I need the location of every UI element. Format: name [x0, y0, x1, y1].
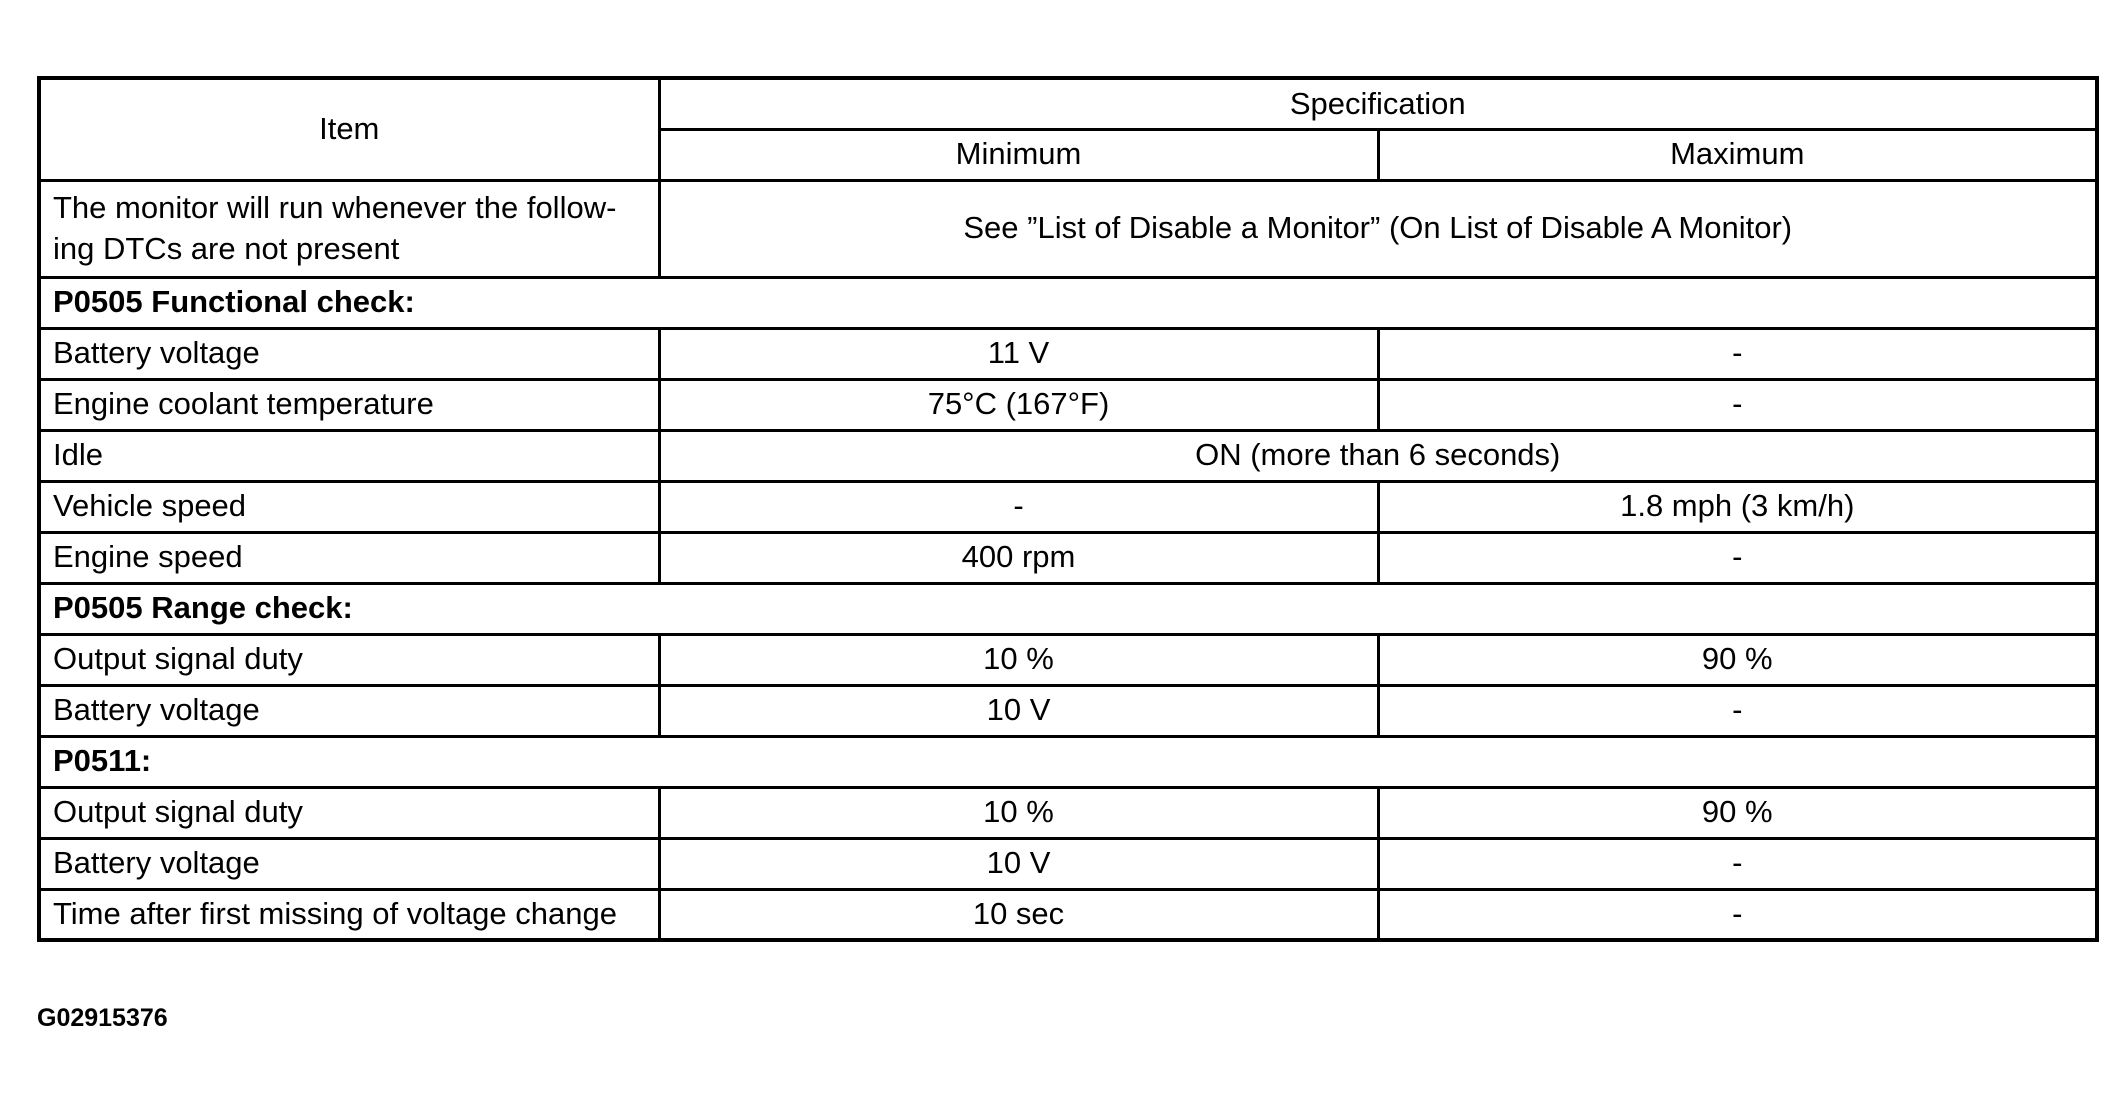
header-item: Item: [39, 78, 659, 180]
row-item: Time after first missing of voltage change: [39, 889, 659, 940]
row-max: -: [1378, 379, 2097, 430]
row-min: -: [659, 481, 1378, 532]
monitor-row: [39, 180, 2097, 277]
row-min: 400 rpm: [659, 532, 1378, 583]
row-span-value: ON (more than 6 seconds): [659, 430, 2097, 481]
row-item: Engine speed: [39, 532, 659, 583]
row-max: -: [1378, 328, 2097, 379]
figure-id: G02915376: [37, 1004, 168, 1032]
section-title: P0505 Range check:: [39, 583, 2097, 634]
specification-table: [37, 76, 2099, 942]
header-row-top: [39, 78, 2097, 129]
table-row: [39, 838, 2097, 889]
row-max: 90 %: [1378, 634, 2097, 685]
row-item: Output signal duty: [39, 787, 659, 838]
table-row: [39, 889, 2097, 940]
section-title: P0511:: [39, 736, 2097, 787]
row-item: Battery voltage: [39, 328, 659, 379]
row-min: 10 %: [659, 634, 1378, 685]
row-max: 90 %: [1378, 787, 2097, 838]
table-row: [39, 685, 2097, 736]
row-min: 75°C (167°F): [659, 379, 1378, 430]
header-maximum: Maximum: [1378, 129, 2097, 180]
section-header-p0511: [39, 736, 2097, 787]
monitor-item-line2: ing DTCs are not present: [53, 230, 400, 266]
row-item: Idle: [39, 430, 659, 481]
row-min: 10 %: [659, 787, 1378, 838]
header-minimum: Minimum: [659, 129, 1378, 180]
row-item: Output signal duty: [39, 634, 659, 685]
row-max: -: [1378, 838, 2097, 889]
row-min: 10 V: [659, 838, 1378, 889]
row-item: Battery voltage: [39, 838, 659, 889]
row-min: 10 sec: [659, 889, 1378, 940]
monitor-spec: See ”List of Disable a Monitor” (On List of Disable A Monitor): [659, 180, 2097, 277]
table-row: [39, 481, 2097, 532]
row-item: Vehicle speed: [39, 481, 659, 532]
row-max: -: [1378, 889, 2097, 940]
row-max: 1.8 mph (3 km/h): [1378, 481, 2097, 532]
row-max: -: [1378, 685, 2097, 736]
table-row: [39, 430, 2097, 481]
row-item: Battery voltage: [39, 685, 659, 736]
section-header-p0505-range: [39, 583, 2097, 634]
row-min: 10 V: [659, 685, 1378, 736]
row-max: -: [1378, 532, 2097, 583]
table-row: [39, 532, 2097, 583]
row-item: Engine coolant temperature: [39, 379, 659, 430]
table-row: [39, 634, 2097, 685]
header-specification: Specification: [659, 78, 2097, 129]
monitor-item: [39, 180, 659, 277]
table-row: [39, 787, 2097, 838]
monitor-item-line1: The monitor will run whenever the follow-: [53, 190, 617, 226]
table-row: [39, 379, 2097, 430]
row-min: 11 V: [659, 328, 1378, 379]
table-row: [39, 328, 2097, 379]
section-title: P0505 Functional check:: [39, 277, 2097, 328]
section-header-p0505-functional: [39, 277, 2097, 328]
